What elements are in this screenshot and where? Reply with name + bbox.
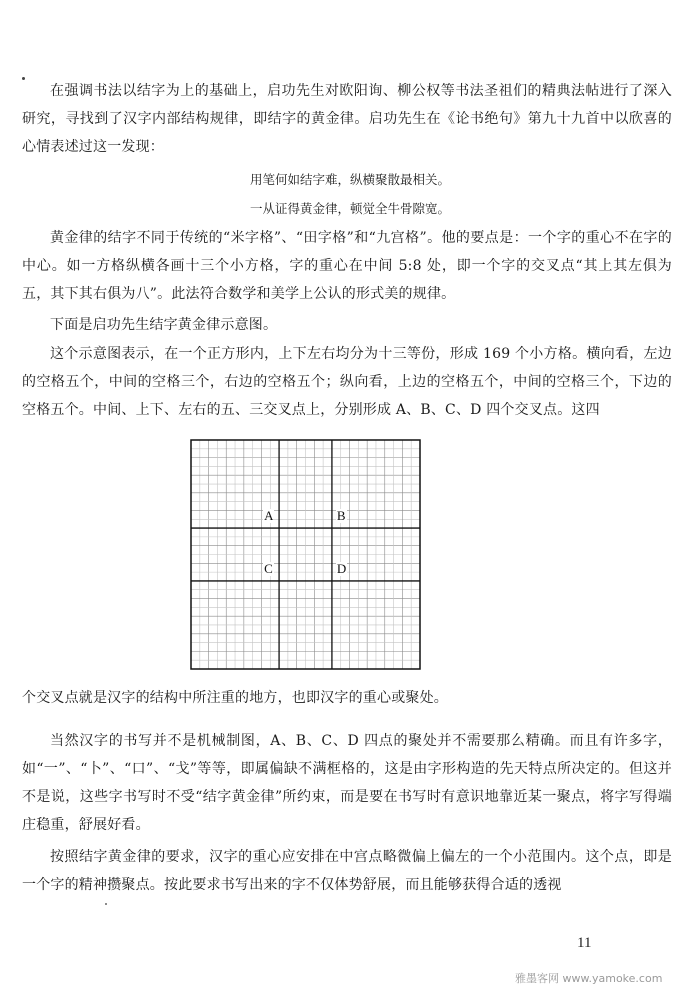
scan-speck bbox=[105, 903, 107, 905]
poem-line-1: 用笔何如结字难，纵横聚散最相关。 bbox=[249, 172, 450, 187]
point-c-label: C bbox=[264, 560, 273, 576]
paragraph-intro: 在强调书法以结字为上的基础上，启功先生对欧阳询、柳公权等书法圣祖们的精典法帖进行了深入研究，寻找到了汉字内部结构规律，即结字的黄金律。启功先生在《论书绝句》第九十九首中以欣喜的心情表述过这一发现： bbox=[22, 83, 672, 155]
golden-rule-grid-diagram bbox=[190, 439, 421, 670]
poem-line-2: 一从证得黄金律，顿觉全牛骨隙宽。 bbox=[249, 201, 450, 216]
paragraph-focus-points: 个交叉点就是汉字的结构中所注重的地方，也即汉字的重心或聚处。 bbox=[22, 690, 448, 706]
watermark-text: 雅墨客网 www.yamoke.com bbox=[515, 972, 663, 985]
paragraph-golden-rule: 黄金律的结字不同于传统的“米字格”、“田字格”和“九宫格”。他的要点是：一个字的重心不在字的中心。如一方格纵横各画十三个小方格，字的重心在中间 5:8 处，即一个字的交叉点“其上其左俱为五，其下其右俱为八”。此法符合数学和美学上公认的形式美的规律。 bbox=[22, 230, 672, 302]
grid-svg bbox=[190, 439, 421, 670]
page-number: 11 bbox=[577, 935, 592, 951]
point-b-label: B bbox=[336, 508, 346, 524]
paragraph-flexibility: 当然汉字的书写并不是机械制图，A、B、C、D 四点的聚处并不需要那么精确。而且有许多字，如“一”、“卜”、“口”、“戈”等等，即属偏缺不满框格的，这是由字形构造的先天特点所决定的。但这并不是说，这些字书写时不受“结字黄金律”所约束，而是要在书写时有意识地靠近某一聚点，将字写得端庄稳重，舒展好看。 bbox=[22, 733, 672, 833]
paragraph-center-placement: 按照结字黄金律的要求，汉字的重心应安排在中宫点略微偏上偏左的一个小范围内。这个点，即是一个字的精神攒聚点。按此要求书写出来的字不仅体势舒展，而且能够获得合适的透视 bbox=[22, 849, 672, 893]
point-d-label: D bbox=[336, 560, 347, 576]
point-a-label: A bbox=[264, 508, 274, 524]
paragraph-diagram-explanation: 这个示意图表示，在一个正方形内，上下左右均分为十三等份，形成 169 个小方格。横向看，左边的空格五个，中间的空格三个，右边的空格五个；纵向看，上边的空格五个，中间的空格三个，下边的空格五个。中间、上下、左右的五、三交叉点上，分别形成 A、B、C、D 四个交叉点。这四 bbox=[22, 346, 672, 418]
paragraph-diagram-intro: 下面是启功先生结字黄金律示意图。 bbox=[50, 317, 278, 333]
